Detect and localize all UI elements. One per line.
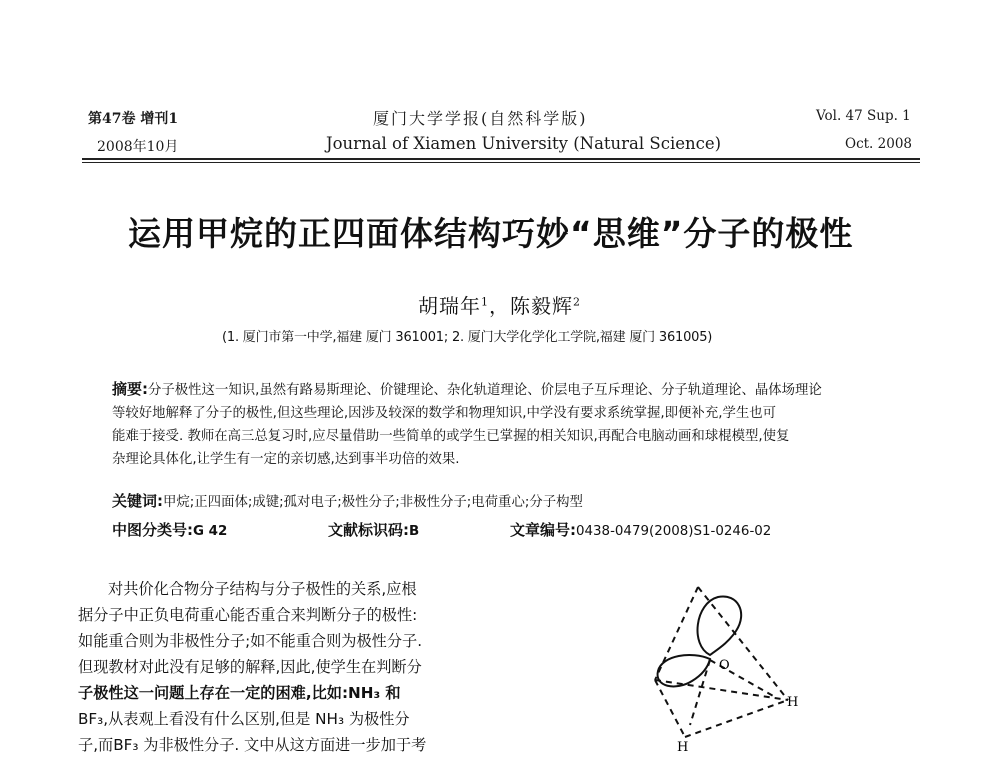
abstract-line: 杂理论具体化,让学生有一定的亲切感,达到事半功倍的效果. — [112, 452, 460, 467]
abstract-label: 摘要: — [112, 380, 148, 398]
affiliations: (1. 厦门市第一中学,福建 厦门 361001; 2. 厦门大学化学化工学院,福建 厦门 361005) — [222, 330, 713, 345]
lone-pair-lobe-upper — [698, 596, 742, 655]
publication-date-cn: 2008年10月 — [97, 139, 179, 155]
author-2: 陈毅辉 — [510, 294, 573, 318]
keywords — [112, 490, 583, 514]
abstract-line: 等较好地解释了分子的极性,但这些理论,因涉及较深的数学和物理知识,中学没有要求系统掌握,即便补充,学生也可 — [112, 406, 777, 421]
document-code — [328, 519, 419, 543]
doc-code-value: B — [409, 524, 420, 539]
body-text — [78, 576, 426, 758]
article-number — [510, 519, 771, 543]
body-line: BF₃,从表观上看没有什么区别,但是 NH₃ 为极性分 — [78, 710, 410, 728]
atom-label-h-left: H — [677, 740, 689, 755]
publication-date-en: Oct. 2008 — [845, 136, 912, 152]
author-separator: ， — [489, 294, 510, 318]
author-1-affil-mark: 1 — [481, 295, 489, 309]
clc-code — [112, 519, 227, 543]
body-line: 子,而BF₃ 为非极性分子. 文中从这方面进一步加于考 — [78, 736, 427, 754]
abstract — [112, 378, 822, 471]
journal-title-en: Journal of Xiamen University (Natural Science) — [326, 134, 722, 153]
author-1: 胡瑞年 — [418, 294, 481, 318]
body-line: 但现教材对此没有足够的解释,因此,使学生在判断分 — [78, 658, 422, 676]
body-line: 据分子中正负电荷重心能否重合来判断分子的极性: — [78, 606, 418, 624]
atom-label-h-right: H — [787, 695, 799, 710]
doc-code-label: 文献标识码: — [328, 521, 409, 539]
abstract-line: 能难于接受. 教师在高三总复习时,应尽量借助一些简单的或学生已掌握的相关知识,再配合电脑动画和球棍模型,使复 — [112, 429, 790, 444]
volume-en: Vol. 47 Sup. 1 — [816, 108, 911, 124]
authors — [418, 290, 581, 319]
abstract-line: 摘要:分子极性这一知识,虽然有路易斯理论、价键理论、杂化轨道理论、价层电子互斥理论、分子轨道理论、晶体场理论 — [112, 380, 822, 398]
article-number-value: 0438-0479(2008)S1-0246-02 — [576, 524, 772, 539]
atom-label-o: O — [719, 658, 730, 673]
keywords-text: 甲烷;正四面体;成键;孤对电子;极性分子;非极性分子;电荷重心;分子构型 — [163, 495, 583, 510]
tetra-edge — [685, 700, 788, 737]
clc-value: G 42 — [193, 524, 228, 539]
keywords-label: 关键词: — [112, 492, 163, 510]
header-rule — [82, 158, 920, 160]
water-molecule-figure — [640, 585, 810, 760]
journal-title-cn: 厦门大学学报(自然科学版) — [373, 109, 588, 128]
author-2-affil-mark: 2 — [573, 295, 581, 309]
bond-dashed — [690, 660, 710, 725]
article-title: 运用甲烷的正四面体结构巧妙“思维”分子的极性 — [128, 214, 854, 253]
tetra-edge — [655, 680, 788, 700]
clc-label: 中图分类号: — [112, 521, 193, 539]
tetra-edge — [655, 680, 685, 737]
body-line: 对共价化合物分子结构与分子极性的关系,应根 — [108, 580, 417, 598]
header-rule-thin — [82, 162, 920, 163]
article-number-label: 文章编号: — [510, 521, 576, 539]
tetra-edge — [698, 587, 788, 700]
volume-issue: 第47卷 增刊1 — [88, 111, 179, 127]
tetra-edge — [655, 587, 698, 680]
body-line: 如能重合则为非极性分子;如不能重合则为极性分子. — [78, 632, 423, 650]
body-line: 子极性这一问题上存在一定的困难,比如:NH₃ 和 — [78, 684, 401, 702]
